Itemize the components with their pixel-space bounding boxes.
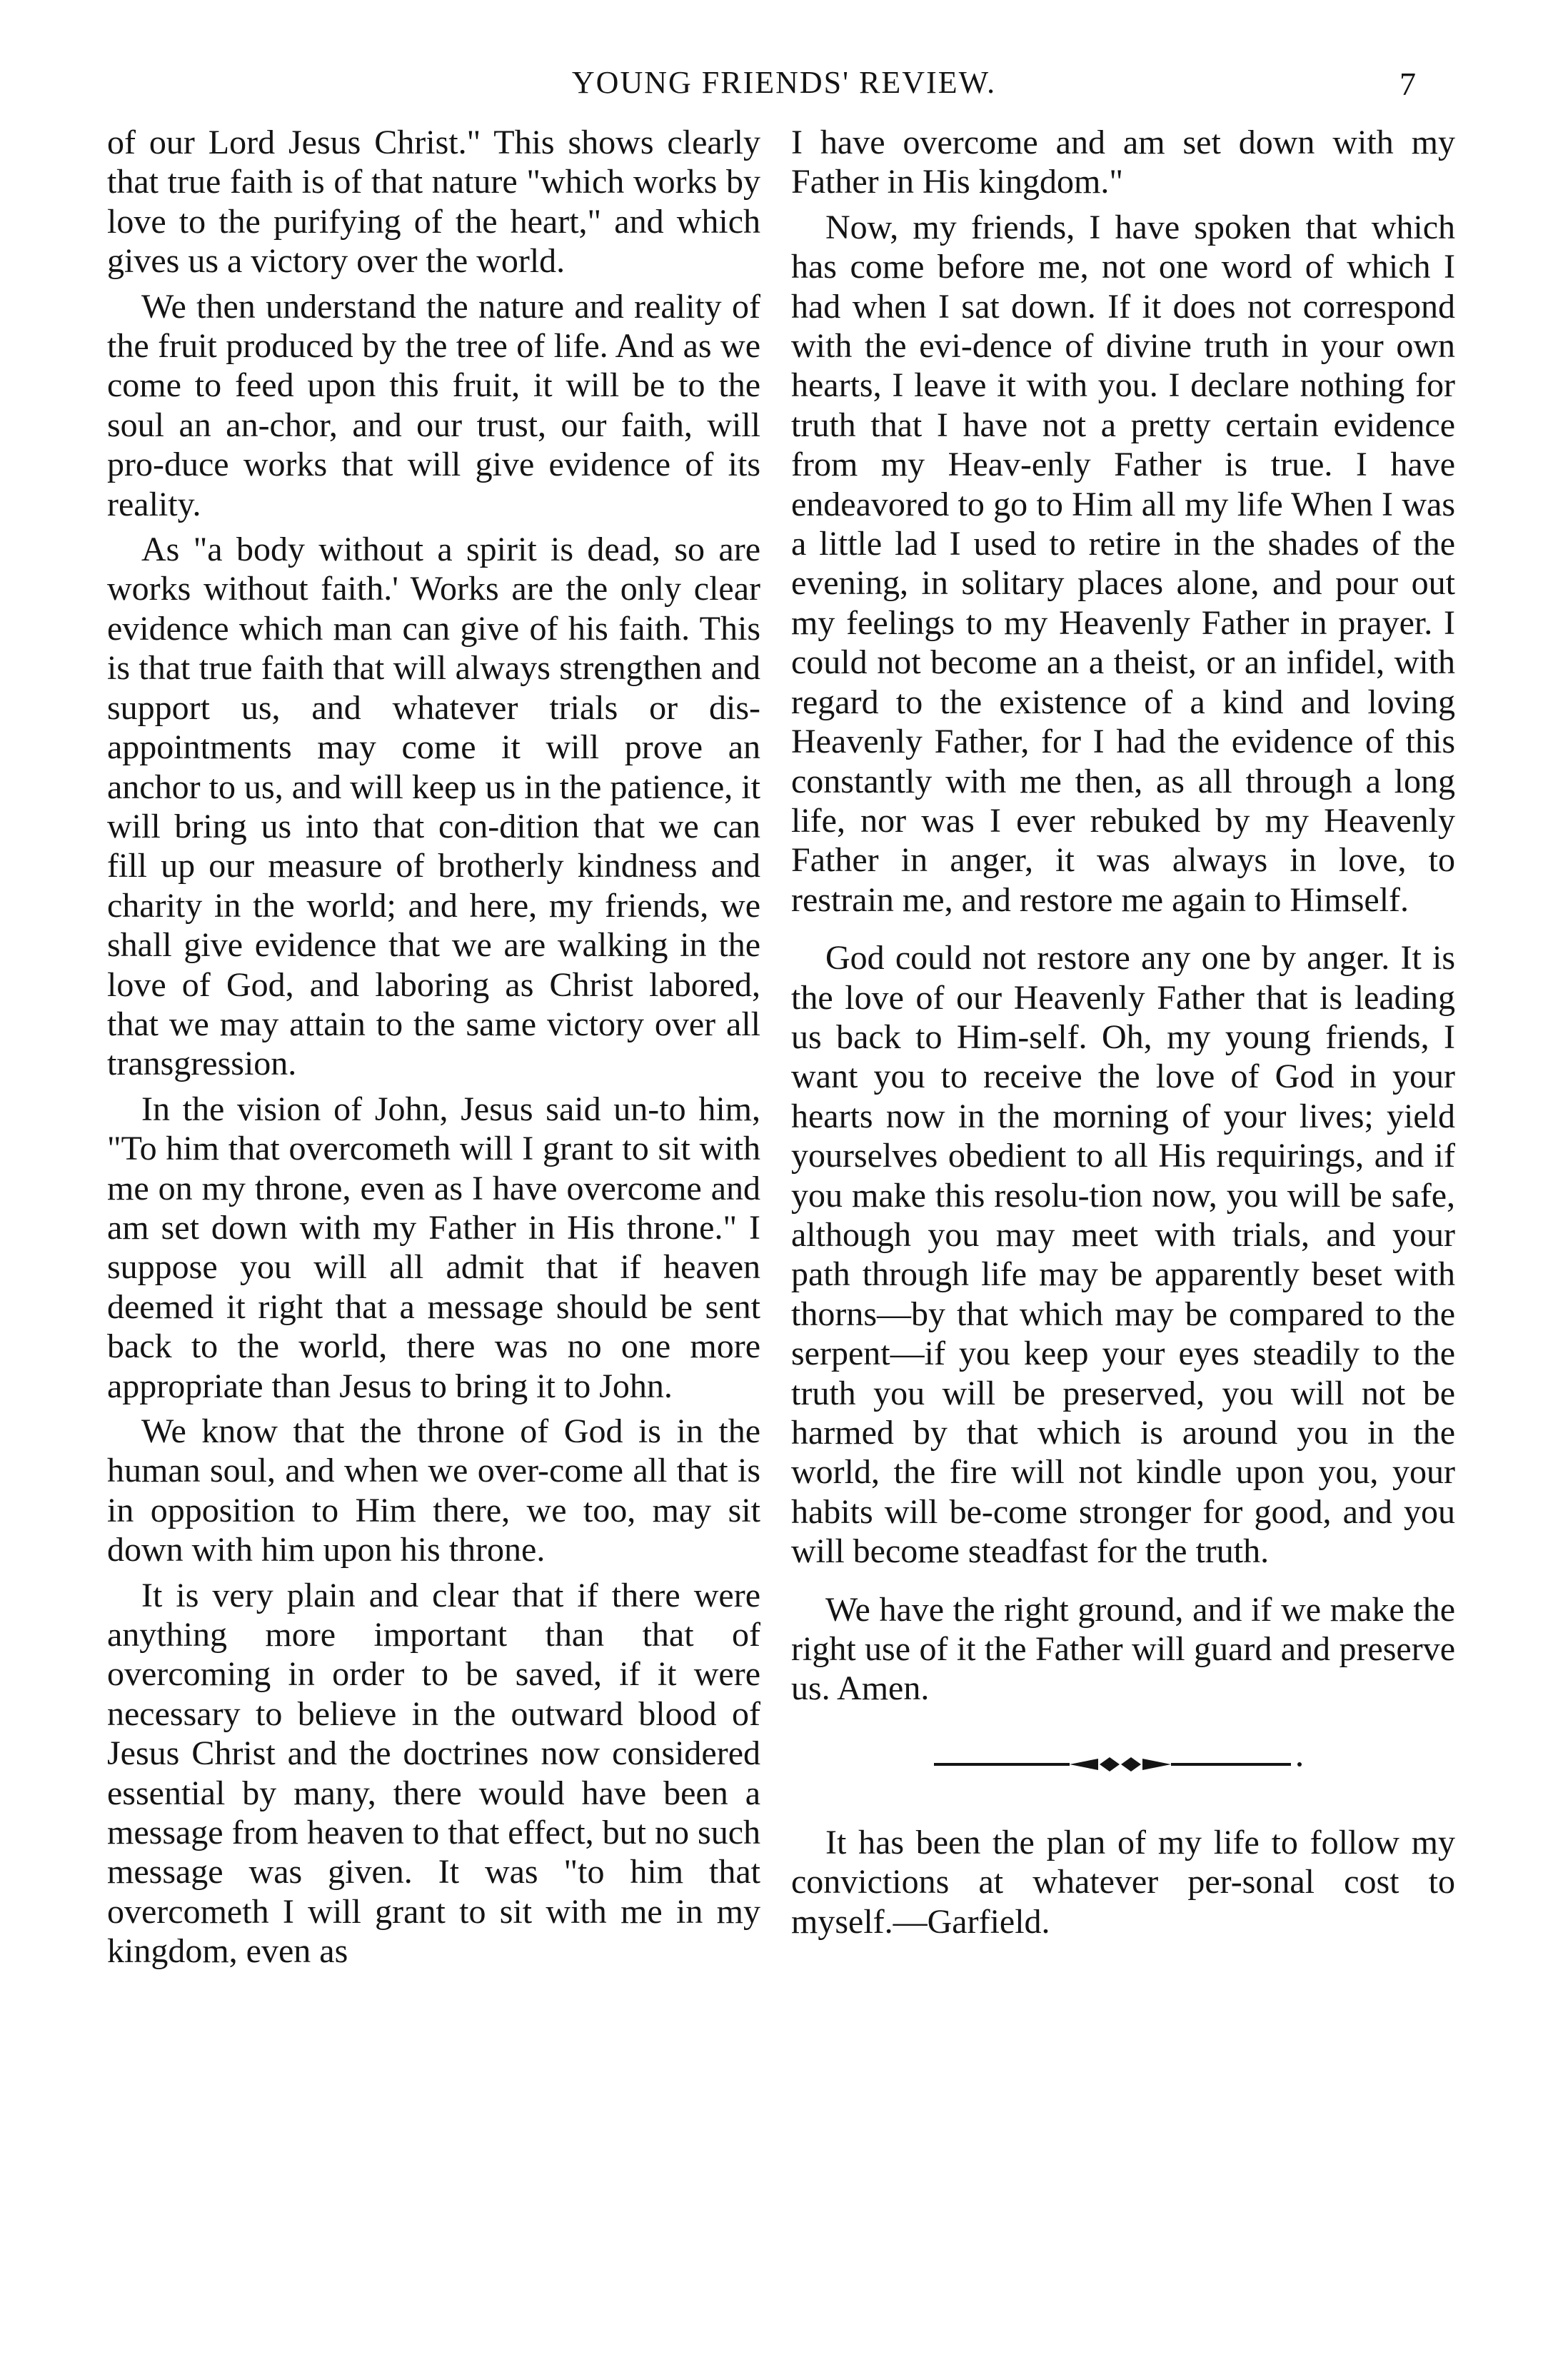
paragraph: We know that the throne of God is in the human soul, and when we over-come all that is in opposition to Him there, we too, may sit down with him upon his throne. bbox=[107, 1412, 760, 1569]
paragraph: It is very plain and clear that if there were anything more important than that of overcoming in order to be saved, if it were necessary to believe in the outward blood of Jesus Christ and the doctrines now considered essential by many, there would have been a message from heaven to that effect, but no such message was given. It was "to him that overcometh I will grant to sit with me in my kingdom, even as bbox=[107, 1576, 760, 1971]
right-column bbox=[791, 123, 1455, 1947]
closing-quote: It has been the plan of my life to follow my convictions at whatever per-sonal cost to myself.—Garfield. bbox=[791, 1823, 1455, 1941]
running-head-title: YOUNG FRIENDS' REVIEW. bbox=[571, 65, 997, 100]
paragraph: As "a body without a spirit is dead, so are works without faith.' Works are the only clear evidence which man can give of his faith. This is that true faith that will always strengthen and support us, and whatever trials or dis-appointments may come it will prove an anchor to us, and will keep us in the patience, it will bring us into that con-dition that we can fill up our measure of brotherly kindness and charity in the world; and here, my friends, we shall give evidence that we are walking in the love of God, and laboring as Christ labored, that we may attain to the same victory over all transgression. bbox=[107, 531, 760, 1083]
paragraph: We have the right ground, and if we make the right use of it the Father will guard and preserve us. Amen. bbox=[791, 1590, 1455, 1708]
page-number: 7 bbox=[1399, 66, 1416, 102]
left-column bbox=[107, 123, 760, 1977]
paragraph: I have overcome and am set down with my Father in His kingdom." bbox=[791, 124, 1455, 201]
paragraph: We then understand the nature and reality of the fruit produced by the tree of life. And as we come to feed upon this fruit, it will be to the soul an an-chor, and our trust, our faith, will pro-duce works that will give evidence of its reality. bbox=[107, 287, 760, 523]
paragraph: God could not restore any one by anger. It is the love of our Heavenly Father that is leading us back to Him-self. Oh, my young friends, I want you to receive the love of God in your hearts now in the morning of your lives; yield yourselves obedient to all His requirings, and if you make this resolu-tion now, you will be safe, although you may meet with trials, and your path through life may be apparently beset with thorns—by that which may be compared to the serpent—if you keep your eyes steadily to the truth you will be preserved, you will not be harmed by that which is around you in the world, the fire will not kindle upon you, your habits will be-come stronger for good, and you will become steadfast for the truth. bbox=[791, 939, 1455, 1571]
paragraph: Now, my friends, I have spoken that which has come before me, not one word of which I had when I sat down. If it does not correspond with the evi-dence of divine truth in your own hearts, I leave it with you. I declare nothing for truth that I have not a pretty certain evidence from my Heav-enly Father is true. I have endeavored to go to Him all my life When I was a little lad I used to retire in the shades of the evening, in solitary places alone, and pour out my feelings to my Heavenly Father in prayer. I could not become an a theist, or an infidel, with regard to the existence of a kind and loving Heavenly Father, for I had the evidence of this constantly with me then, as all through a long life, nor was I ever rebuked by my Heavenly Father in anger, it was always in love, to restrain me, and restore me again to Himself. bbox=[791, 208, 1455, 919]
paragraph: of our Lord Jesus Christ." This shows clearly that true faith is of that nature "which works by love to the purifying of the heart," and which gives us a victory over the world. bbox=[107, 124, 760, 281]
paragraph: In the vision of John, Jesus said un-to him, "To him that overcometh will I grant to sit with me on my throne, even as I have overcome and am set down with my Father in His throne." I suppose you will all admit that if heaven deemed it right that a message should be sent back to the world, there was no one more appropriate than Jesus to bring it to John. bbox=[107, 1090, 760, 1405]
section-divider-ornament bbox=[934, 1750, 1305, 1779]
